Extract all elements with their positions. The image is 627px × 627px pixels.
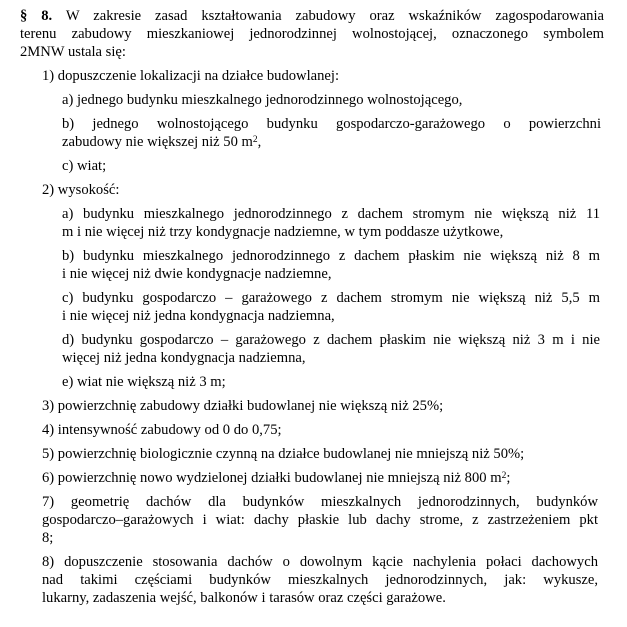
item-6-text: 6) powierzchnię nowo wydzielonej działki budowlanej nie mniejszą niż 800 m	[42, 470, 502, 486]
item-2a-line-2: m i nie więcej niż trzy kondygnacje nadziemne, w tym poddasze użytkowe,	[62, 224, 504, 240]
item-1b-sup: 2	[252, 135, 258, 145]
section-intro-line-1	[20, 7, 604, 25]
item-1b-tail: ,	[257, 134, 262, 150]
item-2b-line-2: i nie więcej niż dwie kondygnacje nadziemne,	[62, 266, 332, 282]
item-7-line-1: 7) geometrię dachów dla budynków mieszkalnych jednorodzinnych, budynków	[42, 494, 598, 510]
item-2b-line-1: b) budynku mieszkalnego jednorodzinnego z dachem płaskim nie większą niż 8 m	[62, 248, 600, 264]
item-1b-text: zabudowy nie większej niż 50 m	[62, 134, 253, 150]
section-intro-line-3: 2MNW ustala się:	[20, 44, 126, 60]
item-1: 1) dopuszczenie lokalizacji na działce budowlanej:	[42, 68, 340, 84]
item-3: 3) powierzchnię zabudowy działki budowlanej nie większą niż 25%;	[42, 398, 444, 414]
item-2e: e) wiat nie większą niż 3 m;	[62, 374, 226, 390]
section-mark: § 8.	[20, 8, 53, 24]
item-1b-line-2	[62, 133, 261, 151]
item-4: 4) intensywność zabudowy od 0 do 0,75;	[42, 422, 282, 438]
item-8-line-1: 8) dopuszczenie stosowania dachów o dowolnym kącie nachylenia połaci dachowych	[42, 554, 598, 570]
item-7-line-3: 8;	[42, 530, 54, 546]
item-6	[42, 469, 510, 487]
item-2d-line-2: więcej niż jedna kondygnacja nadziemna,	[62, 350, 306, 366]
item-2c-line-2: i nie więcej niż jedna kondygnacja nadziemna,	[62, 308, 335, 324]
item-5: 5) powierzchnię biologicznie czynną na działce budowlanej nie mniejszą niż 50%;	[42, 446, 525, 462]
item-2d-line-1: d) budynku gospodarczo – garażowego z dachem płaskim nie większą niż 3 m i nie	[62, 332, 600, 348]
item-2a-line-1: a) budynku mieszkalnego jednorodzinnego z dachem stromym nie większą niż 11	[62, 206, 600, 222]
item-8-line-3: lukarny, zadaszenia wejść, balkonów i tarasów oraz części garażowe.	[42, 590, 446, 606]
item-2c-line-1: c) budynku gospodarczo – garażowego z dachem stromym nie większą niż 5,5 m	[62, 290, 600, 306]
item-1c: c) wiat;	[62, 158, 107, 174]
section-intro-line-2: terenu zabudowy mieszkaniowej jednorodzinnej wolnostojącej, oznaczonego symbolem	[20, 26, 604, 42]
item-2: 2) wysokość:	[42, 182, 120, 198]
item-6-tail: ;	[506, 470, 511, 486]
item-1b-line-1: b) jednego wolnostojącego budynku gospodarczo-garażowego o powierzchni	[62, 116, 601, 132]
section-intro-text: W zakresie zasad kształtowania zabudowy oraz wskaźników zagospodarowania	[65, 8, 605, 24]
item-7-line-2: gospodarczo–garażowych i wiat: dachy płaskie lub dachy strome, z zastrzeżeniem pkt	[42, 512, 598, 528]
item-1a: a) jednego budynku mieszkalnego jednorodzinnego wolnostojącego,	[62, 92, 463, 108]
item-6-sup: 2	[501, 471, 507, 481]
item-8-line-2: nad takimi częściami budynków mieszkalnych jednorodzinnych, jak: wykusze,	[42, 572, 598, 588]
